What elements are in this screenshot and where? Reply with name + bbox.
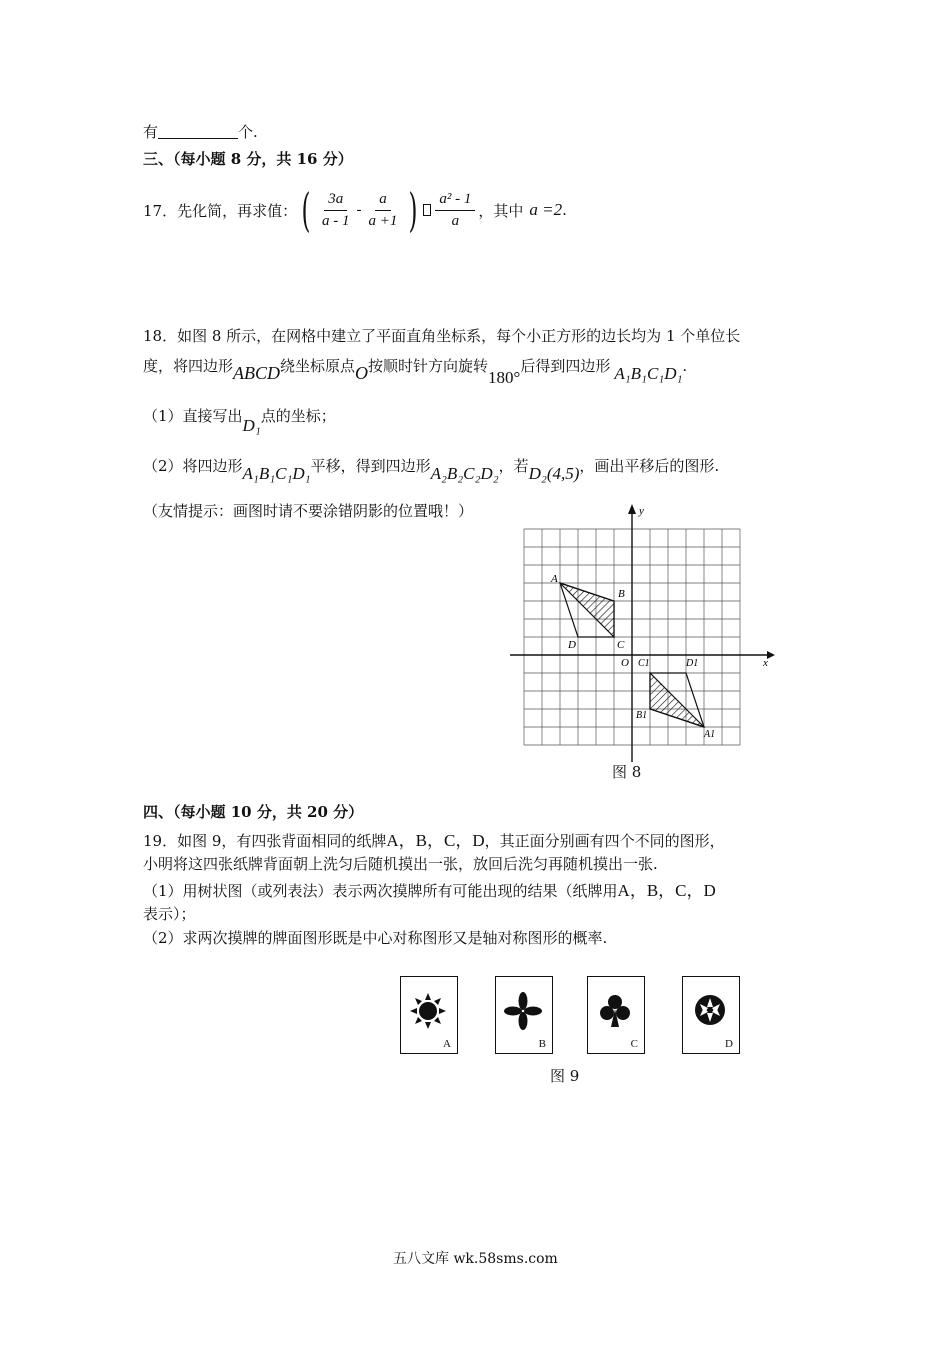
quad-a1b1c1d1-2: A₁B₁C₁D₁	[242, 464, 311, 483]
point-d2: D₂(4,5)	[528, 464, 580, 483]
footer-watermark: 五八文库 wk.58sms.com	[393, 1251, 558, 1267]
q19-letters: A，B，C，D	[386, 831, 485, 850]
division-box-glyph	[423, 204, 431, 216]
quad-a2b2c2d2: A₂B₂C₂D₂	[430, 464, 499, 483]
figure-8-caption: 图 8	[612, 763, 642, 781]
question-17	[143, 183, 567, 237]
card-b	[495, 976, 553, 1054]
x-axis-arrow-icon	[767, 651, 775, 659]
fraction-3-numerator: a² - 1	[435, 191, 475, 211]
quad-abcd: ABCD	[233, 363, 281, 383]
q17-condition: a =2	[529, 200, 563, 219]
card-d-label: D	[725, 1038, 733, 1050]
q18-part-1	[143, 405, 336, 436]
q17-lead: 17．先化简，再求值：	[143, 201, 298, 220]
label-a: A	[551, 573, 558, 585]
q19-part-1	[143, 876, 716, 901]
q18-hint: （友情提示：画图时请不要涂错阴影的位置哦！）	[143, 502, 474, 520]
answer-blank[interactable]	[158, 124, 238, 139]
angle-180: 180°	[488, 368, 521, 387]
figure-9-caption: 图 9	[550, 1067, 580, 1085]
answer-blank-line	[143, 121, 258, 142]
card-a	[400, 976, 458, 1054]
y-axis-arrow-icon	[628, 504, 636, 514]
q17-mid: ，其中	[478, 201, 524, 220]
q19-part-1-cont: 表示）；	[143, 905, 196, 923]
card-b-label: B	[538, 1038, 546, 1050]
label-b: B	[618, 588, 625, 600]
q18-l2c: 按顺时针方向旋转	[368, 357, 489, 375]
origin-o: O	[355, 363, 369, 383]
fraction-2	[365, 191, 402, 230]
quad-a1b1c1d1: A₁B₁C₁D₁	[614, 364, 683, 383]
q19-part-2: （2）求两次摸牌的牌面图形既是中心对称图形又是轴对称图形的概率.	[143, 929, 608, 947]
y-label: y	[639, 505, 644, 517]
q18-l2end: .	[682, 357, 688, 375]
figure-8-grid	[505, 500, 775, 770]
left-paren: (	[301, 183, 311, 237]
label-d1: D1	[686, 658, 699, 669]
card-d	[682, 976, 740, 1054]
top-line-suffix: 个.	[238, 123, 258, 141]
q18-l2d: 后得到四边形	[520, 357, 611, 375]
q19-l1b: ，其正面分别画有四个不同的图形，	[484, 832, 725, 850]
q18-p2d: ，画出平移后的图形.	[579, 457, 720, 475]
q19-p1a: （1）用树状图（或列表法）表示两次摸牌所有可能出现的结果（纸牌用	[143, 882, 618, 900]
card-a-label: A	[443, 1038, 451, 1050]
q18-p1b: 点的坐标；	[260, 407, 336, 425]
top-line-prefix: 有	[143, 123, 159, 141]
q19-line-1	[143, 826, 725, 851]
q19-line-2: 小明将这四张纸牌背面朝上洗匀后随机摸出一张，放回后洗匀再随机摸出一张.	[143, 855, 658, 873]
q18-p2b: 平移，得到四边形	[310, 457, 431, 475]
label-c: C	[617, 639, 625, 651]
q18-line-1: 18．如图 8 所示，在网格中建立了平面直角坐标系，每个小正方形的边长均为 1 个单位长	[143, 327, 741, 345]
q18-l2a: 度，将四边形	[143, 357, 234, 375]
q18-p1a: （1）直接写出	[143, 407, 243, 425]
q18-part-2	[143, 455, 719, 484]
label-a1: A1	[704, 729, 716, 740]
label-b1: B1	[636, 710, 648, 721]
q17-end: .	[562, 201, 567, 219]
q19-p1-letters: A，B，C，D	[617, 881, 716, 900]
right-paren: )	[408, 183, 418, 237]
q18-line-2	[143, 355, 687, 388]
fraction-1	[318, 191, 354, 230]
point-d1: D₁	[242, 416, 261, 435]
fraction-1-denominator: a - 1	[322, 212, 350, 229]
origin-label: O	[621, 657, 629, 669]
card-c	[587, 976, 645, 1054]
fraction-3	[435, 191, 475, 230]
q18-p2a: （2）将四边形	[143, 457, 243, 475]
triangle-abc-shaded	[560, 583, 614, 637]
label-c1: C1	[638, 658, 650, 669]
x-label: x	[763, 657, 768, 669]
section-3-title: 三、（每小题 8 分，共 16 分）	[143, 150, 353, 168]
fraction-1-numerator: 3a	[324, 191, 347, 211]
triangle-a1b1c1-shaded	[650, 673, 704, 727]
q18-p2c: ，若	[498, 457, 529, 475]
section-4-title: 四、（每小题 10 分，共 20 分）	[143, 803, 364, 821]
fraction-2-denominator: a +1	[368, 212, 398, 229]
card-c-label: C	[630, 1038, 638, 1050]
q18-l2b: 绕坐标原点	[280, 357, 356, 375]
fraction-2-numerator: a	[375, 191, 391, 211]
label-d: D	[568, 639, 576, 651]
minus-sign: -	[356, 201, 362, 218]
q19-l1a: 19．如图 9，有四张背面相同的纸牌	[143, 832, 387, 850]
fraction-3-denominator: a	[451, 212, 460, 229]
